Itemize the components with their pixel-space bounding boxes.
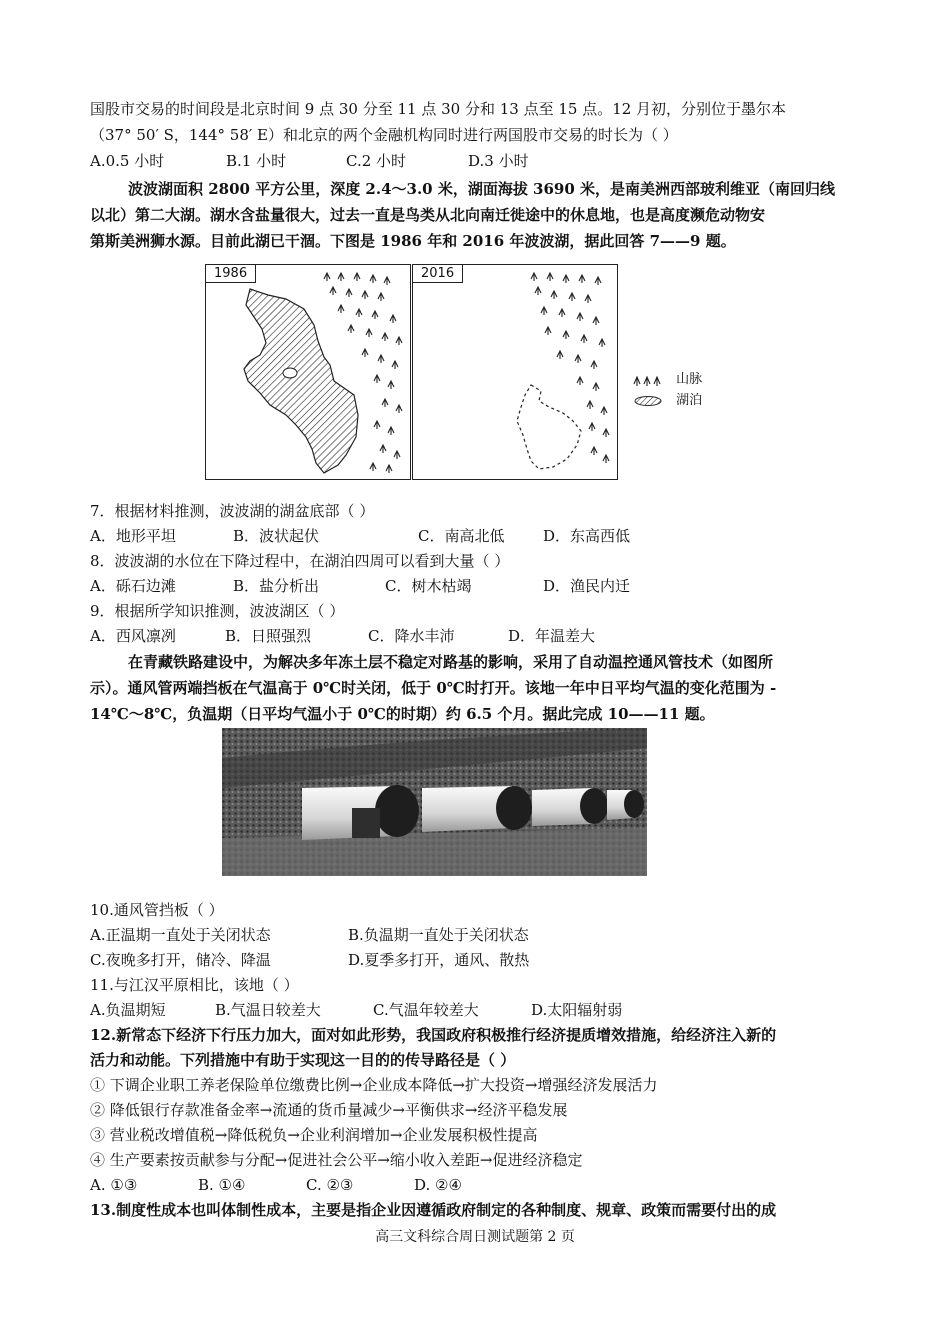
- q8-option-d: D．渔民内迁: [543, 577, 631, 595]
- q12-option-a: A. ①③: [90, 1176, 138, 1194]
- q12-option-b: B. ①④: [198, 1176, 246, 1194]
- q12-item-1: ① 下调企业职工养老保险单位缴费比例→企业成本降低→扩大投资→增强经济发展活力: [90, 1076, 658, 1094]
- q6-option-d: D.3 小时: [468, 152, 529, 170]
- map-year-2016: 2016: [413, 265, 463, 283]
- legend-mountain: [632, 368, 702, 387]
- intro-line-2: （37° 50′ S，144° 58′ E）和北京的两个金融机构同时进行两国股市交易的时长为（ ）: [90, 126, 678, 144]
- ventilation-pipe-image: [222, 728, 647, 876]
- passage1-line-3: 第斯美洲狮水源。目前此湖已干涸。下图是 1986 年和 2016 年波波湖，据此回答 7——9 题。: [90, 232, 736, 250]
- q8-options: [90, 575, 630, 597]
- intro-line-1: 国股市交易的时间段是北京时间 9 点 30 分至 11 点 30 分和 13 点至 15 点。12 月初，分别位于墨尔本: [90, 100, 787, 118]
- q10-options-row2: [90, 949, 529, 971]
- q12-item-4: ④ 生产要素按贡献参与分配→促进社会公平→缩小收入差距→促进经济稳定: [90, 1151, 583, 1169]
- legend-lake-label: 湖泊: [676, 393, 703, 408]
- q12-item-3: ③ 营业税改增值税→降低税负→企业利润增加→企业发展积极性提高: [90, 1126, 538, 1144]
- legend-mountain-label: 山脉: [676, 372, 703, 387]
- q13-line-1: 13.制度性成本也叫体制性成本，主要是指企业因遵循政府制定的各种制度、规章、政策而需要付出的成: [90, 1201, 777, 1219]
- q9-stem: 9．根据所学知识推测，波波湖区（ ）: [90, 602, 345, 620]
- q10-option-c: C.夜晚多打开，储冷、降温: [90, 951, 271, 969]
- passage2-line-2: 示）。通风管两端挡板在气温高于 0℃时关闭，低于 0℃时打开。该地一年中日平均气温的变化范围为 -: [90, 679, 777, 697]
- passage1-line-2: 以北）第二大湖。湖水含盐量很大，过去一直是鸟类从北向南迁徙途中的休息地，也是高度濒危动物安: [90, 206, 766, 224]
- map-1986: [205, 264, 411, 480]
- q8-option-b: B．盐分析出: [233, 577, 320, 595]
- q7-option-c: C．南高北低: [418, 527, 505, 545]
- ventilation-pipe-photo: [222, 728, 647, 876]
- q9-option-d: D．年温差大: [508, 627, 596, 645]
- q6-options: [90, 150, 529, 172]
- q8-option-c: C．树木枯竭: [385, 577, 472, 595]
- map-2016: [412, 264, 618, 480]
- q11-option-b: B.气温日较差大: [215, 1001, 321, 1019]
- q7-option-b: B．波状起伏: [233, 527, 320, 545]
- q12-line-1: 12.新常态下经济下行压力加大，面对如此形势，我国政府积极推行经济提质增效措施，给经济注入新的: [90, 1026, 777, 1044]
- lake-2016-outline: [517, 385, 581, 469]
- q11-option-a: A.负温期短: [90, 1001, 166, 1019]
- q9-option-c: C．降水丰沛: [368, 627, 455, 645]
- q8-stem: 8．波波湖的水位在下降过程中，在湖泊四周可以看到大量（ ）: [90, 552, 510, 570]
- q7-option-d: D．东高西低: [543, 527, 631, 545]
- map-2016-drawing: [413, 265, 617, 479]
- q11-options: [90, 999, 622, 1021]
- q10-option-a: A.正温期一直处于关闭状态: [90, 926, 271, 944]
- lake-legend-icon: [632, 395, 672, 407]
- q11-option-c: C.气温年较差大: [373, 1001, 479, 1019]
- q9-option-a: A．西风凛冽: [90, 627, 176, 645]
- mountain-legend-icon: [632, 374, 672, 386]
- lake-1986: [244, 289, 358, 473]
- q8-option-a: A．砾石边滩: [90, 577, 176, 595]
- q12-line-2: 活力和动能。下列措施中有助于实现这一目的的传导路径是（ ）: [90, 1051, 516, 1069]
- q12-item-2: ② 降低银行存款准备金率→流通的货币量减少→平衡供求→经济平稳发展: [90, 1101, 568, 1119]
- q7-options: [90, 525, 630, 547]
- passage2-line-3: 14℃～8℃，负温期（日平均气温小于 0℃的时期）约 6.5 个月。据此完成 10——11 题。: [90, 705, 715, 723]
- q12-options: [90, 1174, 462, 1196]
- q12-option-c: C. ②③: [306, 1176, 354, 1194]
- q11-option-d: D.太阳辐射弱: [531, 1001, 623, 1019]
- mountain-symbols-2016: [531, 273, 609, 463]
- q9-option-b: B．日照强烈: [225, 627, 312, 645]
- q6-option-b: B.1 小时: [226, 152, 287, 170]
- map-year-1986: 1986: [206, 265, 256, 283]
- q10-options-row1: [90, 924, 529, 946]
- q12-option-d: D. ②④: [414, 1176, 462, 1194]
- q11-stem: 11.与江汉平原相比，该地（ ）: [90, 976, 299, 994]
- passage1-line-1: 波波湖面积 2800 平方公里，深度 2.4～3.0 米，湖面海拔 3690 米，是南美洲西部玻利维亚（南回归线: [128, 180, 836, 198]
- legend-lake: [632, 389, 702, 408]
- passage2-line-1: 在青藏铁路建设中，为解决多年冻土层不稳定对路基的影响，采用了自动温控通风管技术（如图所: [128, 653, 774, 671]
- q10-option-b: B.负温期一直处于关闭状态: [348, 926, 529, 944]
- page-footer: 高三文科综合周日测试题第 2 页: [375, 1229, 575, 1245]
- q7-stem: 7．根据材料推测，波波湖的湖盆底部（ ）: [90, 502, 375, 520]
- q10-stem: 10.通风管挡板（ ）: [90, 901, 224, 919]
- q9-options: [90, 625, 595, 647]
- q10-option-d: D.夏季多打开，通风、散热: [348, 951, 530, 969]
- q6-option-c: C.2 小时: [346, 152, 407, 170]
- q6-option-a: A.0.5 小时: [90, 152, 165, 170]
- map-1986-drawing: [206, 265, 410, 479]
- q7-option-a: A．地形平坦: [90, 527, 176, 545]
